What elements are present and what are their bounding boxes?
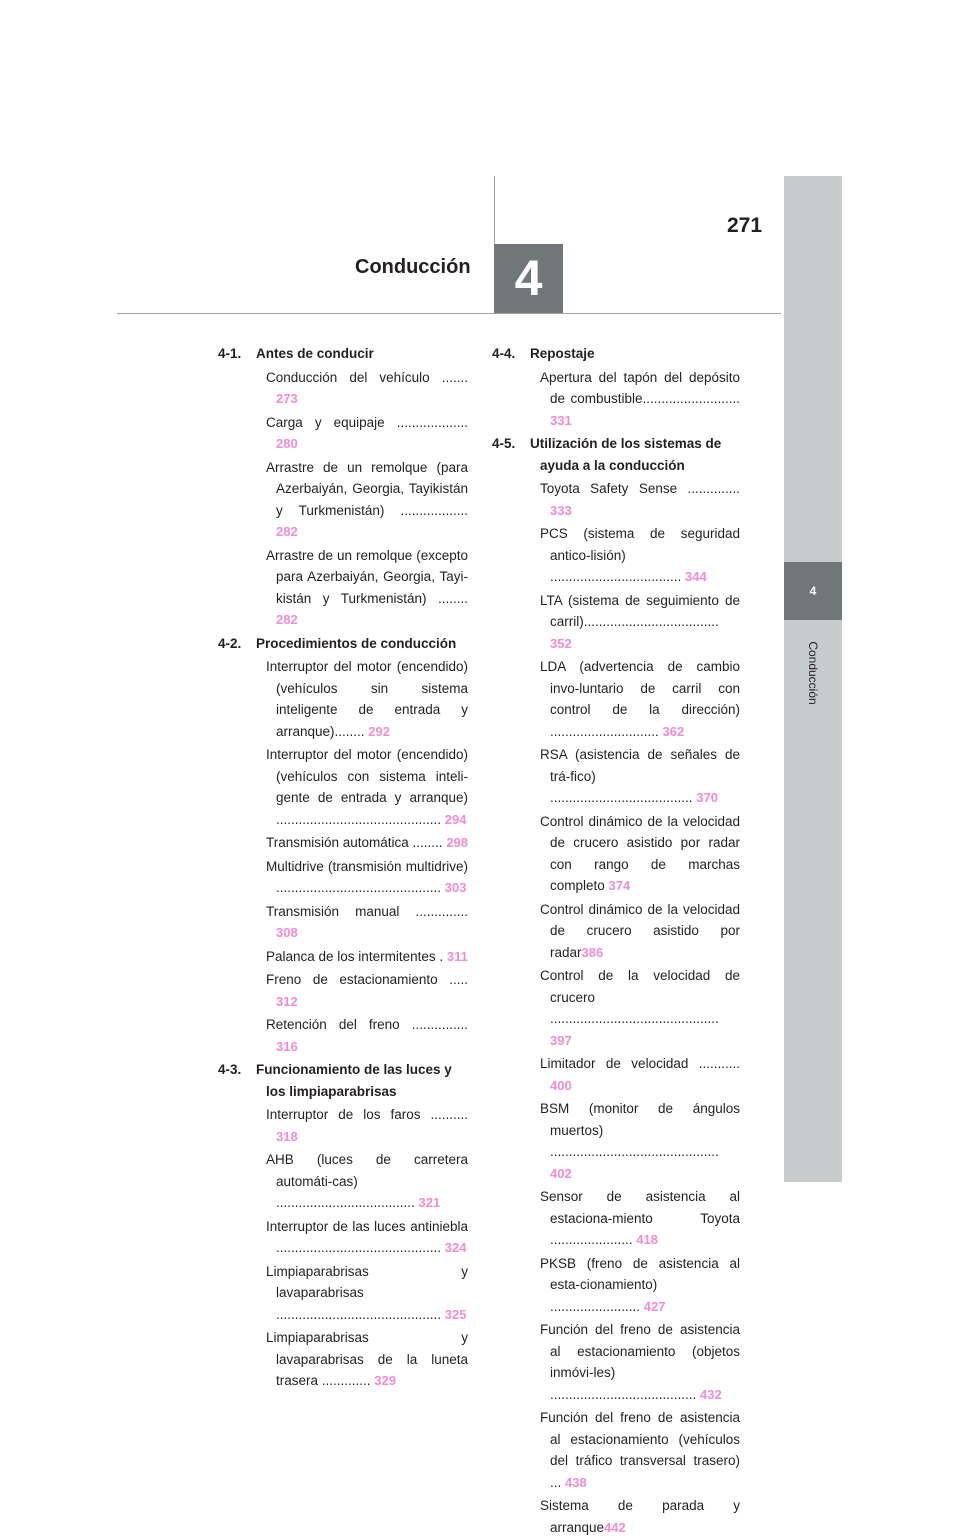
toc-entry-page-link[interactable]: 402 (550, 1165, 572, 1181)
toc-entry[interactable] (492, 1098, 740, 1184)
toc-entry-text: Limpiaparabrisas y lavaparabrisas ............................................ (266, 1263, 468, 1322)
toc-entry-text: RSA (asistencia de señales de trá-fico) ...................................... (540, 747, 740, 805)
toc-entry-text: LTA (sistema de seguimiento de carril).................................... (540, 592, 740, 629)
toc-entry-text: Palanca de los intermitentes . (266, 948, 447, 964)
toc-entry-body (540, 656, 740, 742)
toc-entry-body (540, 899, 740, 964)
toc-entry-body (266, 1261, 468, 1326)
toc-entry-body (266, 656, 468, 742)
section-number: 4-4. (492, 346, 516, 361)
section-number: 4-1. (218, 346, 242, 361)
toc-entry[interactable] (492, 1253, 740, 1318)
section-number: 4-5. (492, 436, 516, 451)
toc-entry-text: Función del freno de asistencia al estacionamiento (vehículos del tráfico transversal trasero) ... (540, 1410, 740, 1490)
toc-entry-body (266, 856, 468, 899)
toc-entry-body (266, 901, 468, 944)
toc-entry-text: Multidrive (transmisión multidrive) ............................................ (266, 858, 468, 895)
toc-entry-text: Control de la velocidad de crucero ............................................. (540, 968, 740, 1026)
toc-entry[interactable] (492, 656, 740, 742)
toc-entry[interactable] (492, 478, 740, 521)
toc-entry-body (540, 478, 740, 521)
toc-section (492, 343, 740, 365)
toc-entry-page-link[interactable]: 329 (374, 1373, 396, 1388)
toc-entry[interactable] (492, 1186, 740, 1251)
toc-entry-text: PCS (sistema de seguridad antico-lisión) ................................... (540, 526, 740, 584)
toc-entry-page-link[interactable]: 280 (276, 436, 298, 451)
toc-entry-text: Freno de estacionamiento ..... (266, 972, 468, 987)
section-title[interactable]: Repostaje (530, 346, 595, 361)
toc-entry-page-link[interactable]: 311 (446, 948, 468, 964)
toc-entry[interactable] (218, 1261, 468, 1326)
toc-entry[interactable] (218, 832, 468, 854)
toc-entry-page-link[interactable]: 352 (550, 635, 572, 651)
chapter-number-box: 4 (494, 244, 563, 313)
toc-entry-body (540, 1495, 740, 1538)
toc-entry-page-link[interactable]: 294 (444, 811, 467, 827)
toc-entry[interactable] (218, 1149, 468, 1214)
toc-entry-body (540, 1319, 740, 1405)
toc-entry-text: Control dinámico de la velocidad de crucero asistido por radar (540, 901, 740, 960)
toc-entry-page-link[interactable]: 292 (368, 723, 390, 739)
toc-entry[interactable] (218, 545, 468, 631)
toc-entry[interactable] (492, 1495, 740, 1538)
toc-entry-text: PKSB (freno de asistencia al esta-cionamiento) ........................ (540, 1255, 740, 1314)
toc-entry-body (540, 965, 740, 1051)
toc-entry-page-link[interactable]: 325 (444, 1306, 467, 1322)
toc-entry-text: Función del freno de asistencia al estacionamiento (objetos inmóvi-les) ....................................... (540, 1322, 740, 1402)
toc-entry[interactable] (492, 1053, 740, 1096)
toc-entry-page-link[interactable]: 418 (636, 1232, 658, 1247)
toc-entry-text: BSM (monitor de ángulos muertos) ............................................. (540, 1101, 740, 1159)
toc-entry-body (266, 457, 468, 543)
toc-entry[interactable] (218, 412, 468, 455)
toc-entry-body (540, 1186, 740, 1251)
toc-entry-page-link[interactable]: 370 (696, 790, 718, 805)
side-tab-label: Conducción (806, 641, 820, 705)
toc-entry-body (540, 1253, 740, 1318)
toc-entry[interactable] (218, 1014, 468, 1057)
toc-entry-body (540, 1098, 740, 1184)
toc-entry-page-link[interactable]: 273 (276, 391, 298, 406)
toc-entry-body (540, 523, 740, 588)
toc-entry-page-link[interactable]: 374 (608, 878, 631, 893)
toc-entry-body (540, 811, 740, 897)
toc-entry-body (540, 1407, 740, 1493)
toc-entry[interactable] (492, 1407, 740, 1493)
toc-entry-page-link[interactable]: 400 (550, 1077, 572, 1093)
chapter-title: Conducción (355, 256, 471, 278)
toc-entry[interactable] (218, 946, 468, 968)
toc-section (218, 343, 468, 365)
toc-entry-text: Arrastre de un remolque (para Azerbaiyán, Georgia, Tayikistán y Turkmenistán) .................. (266, 459, 468, 518)
toc-entry[interactable] (218, 1216, 468, 1259)
toc-entry[interactable] (492, 367, 740, 432)
toc-entry-body (540, 744, 740, 809)
toc-entry[interactable] (492, 744, 740, 809)
toc-entry[interactable] (492, 590, 740, 655)
toc-entry-page-link[interactable]: 303 (444, 880, 467, 895)
toc-entry-page-link[interactable]: 333 (550, 502, 572, 518)
side-tab-number[interactable]: 4 (784, 562, 842, 620)
toc-entry-text: Transmisión manual .............. (266, 903, 468, 919)
toc-entry-page-link[interactable]: 362 (662, 723, 685, 739)
toc-section (492, 433, 740, 476)
section-title[interactable]: Antes de conducir (256, 346, 374, 361)
toc-entry[interactable] (218, 1104, 468, 1147)
toc-entry-page-link[interactable]: 318 (276, 1128, 298, 1144)
toc-entry-body (266, 1216, 468, 1259)
toc-entry-text: Limitador de velocidad ........... (540, 1056, 740, 1071)
toc-entry-body (266, 545, 468, 631)
toc-entry-text: AHB (luces de carretera automáti-cas) ..................................... (266, 1152, 468, 1210)
toc-entry[interactable] (218, 901, 468, 944)
toc-entry-text: Interruptor del motor (encendido) (vehículos sin sistema inteligente de entrada y arranque)........ (266, 659, 468, 739)
toc-section (218, 1059, 468, 1102)
toc-entry-text: Transmisión automática ........ (266, 835, 447, 850)
toc-entry-page-link[interactable]: 331 (550, 412, 572, 428)
toc-entry-page-link[interactable]: 427 (643, 1298, 666, 1314)
toc-entry-text: Interruptor de las luces antiniebla ............................................ (266, 1218, 468, 1255)
toc-entry-page-link[interactable]: 386 (581, 944, 604, 960)
toc-entry[interactable] (218, 457, 468, 543)
header-horizontal-rule (117, 313, 781, 314)
toc-entry[interactable] (218, 656, 468, 742)
toc-entry-page-link[interactable]: 438 (565, 1474, 587, 1490)
toc-entry-page-link[interactable]: 324 (444, 1240, 467, 1255)
toc-entry-page-link[interactable]: 321 (418, 1195, 441, 1210)
toc-entry-text: Interruptor del motor (encendido) (vehículos con sistema inteli-gente de entrada y arranque) ............................................ (266, 747, 468, 827)
toc-entry-body (266, 1327, 468, 1392)
toc-entry[interactable] (218, 1327, 468, 1392)
toc-entry-body (266, 367, 468, 410)
toc-entry-body (266, 1104, 468, 1147)
toc-entry-body (540, 590, 740, 655)
toc-entry[interactable] (218, 367, 468, 410)
page-number: 271 (727, 214, 763, 237)
toc-entry-page-link[interactable]: 432 (700, 1386, 722, 1402)
toc-entry-page-link[interactable]: 308 (276, 925, 298, 940)
toc-entry-page-link[interactable]: 397 (550, 1032, 572, 1048)
toc-entry-text: Carga y equipaje ................... (266, 414, 468, 430)
toc-entry-body (266, 969, 468, 1012)
toc-entry[interactable] (492, 811, 740, 897)
toc-entry-text: Control dinámico de la velocidad de crucero asistido por radar con rango de marchas completo (540, 813, 740, 893)
toc-entry[interactable] (492, 1319, 740, 1405)
toc-entry-text: Apertura del tapón del depósito de combustible.......................... (540, 369, 740, 406)
section-title[interactable]: Utilización de los sistemas de ayuda a la conducción (530, 436, 722, 473)
toc-entry-body (540, 1053, 740, 1096)
toc-right-column (492, 343, 740, 1540)
toc-entry-text: LDA (advertencia de cambio invo-luntario de carril con control de la dirección) ............................. (540, 659, 740, 739)
toc-entry-text: Toyota Safety Sense .............. (540, 481, 740, 496)
toc-entry[interactable] (218, 856, 468, 899)
toc-entry-page-link[interactable]: 316 (276, 1038, 298, 1054)
toc-entry-text: Interruptor de los faros .......... (266, 1107, 468, 1122)
toc-entry-body (266, 1014, 468, 1057)
toc-entry-page-link[interactable]: 344 (685, 569, 707, 584)
toc-section (218, 633, 468, 655)
toc-entry[interactable] (492, 965, 740, 1051)
section-title[interactable]: Funcionamiento de las luces y los limpiaparabrisas (256, 1062, 452, 1099)
toc-entry-body (266, 744, 468, 830)
toc-entry[interactable] (492, 899, 740, 964)
toc-entry-text: Arrastre de un remolque (excepto para Azerbaiyán, Georgia, Tayi-kistán y Turkmenistán) ........ (266, 547, 468, 606)
toc-entry-body (266, 1149, 468, 1214)
toc-entry[interactable] (218, 969, 468, 1012)
toc-entry-page-link[interactable]: 282 (276, 524, 298, 539)
toc-entry[interactable] (218, 744, 468, 830)
toc-entry-text: Limpiaparabrisas y lavaparabrisas de la luneta trasera ............. (266, 1330, 468, 1388)
toc-entry-page-link[interactable]: 282 (276, 612, 298, 627)
toc-entry-body (266, 412, 468, 455)
toc-entry[interactable] (492, 523, 740, 588)
toc-entry-body (266, 832, 468, 854)
toc-entry-text: Conducción del vehículo ....... (266, 369, 468, 385)
section-title[interactable]: Procedimientos de conducción (256, 635, 457, 651)
toc-left-column (218, 343, 468, 1394)
toc-entry-page-link[interactable]: 298 (446, 835, 469, 850)
toc-entry-page-link[interactable]: 442 (604, 1519, 626, 1535)
header-vertical-rule (494, 176, 495, 244)
toc-entry-text: Retención del freno ............... (266, 1017, 468, 1032)
toc-entry-page-link[interactable]: 312 (276, 993, 298, 1009)
section-number: 4-2. (218, 635, 242, 651)
section-number: 4-3. (218, 1062, 242, 1077)
toc-entry-body (266, 946, 468, 968)
toc-entry-text: Sistema de parada y arranque (540, 1498, 740, 1535)
toc-entry-text: Sensor de asistencia al estaciona-miento Toyota ...................... (540, 1189, 740, 1247)
toc-entry-body (540, 367, 740, 432)
